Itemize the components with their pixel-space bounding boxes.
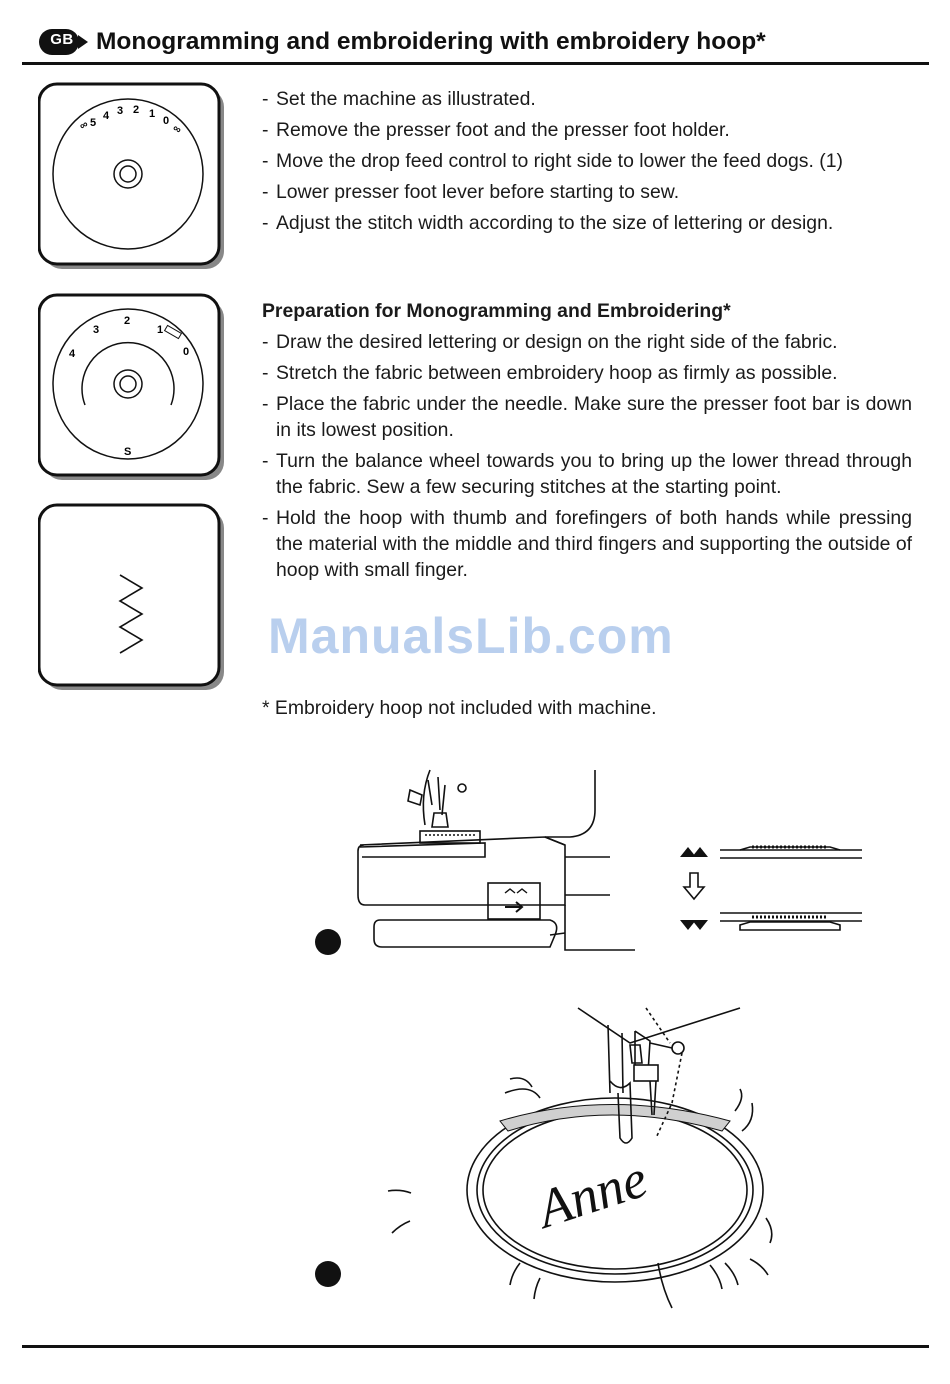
page-title: Monogramming and embroidering with embroidery hoop*	[96, 28, 766, 55]
dial-label-s: S	[124, 446, 132, 458]
footnote: * Embroidery hoop not included with machine.	[262, 697, 657, 719]
gb-language-badge	[38, 26, 90, 58]
dial-number-3: 3	[117, 105, 124, 117]
step-marker-1	[315, 929, 341, 955]
preparation-step: - Place the fabric under the needle. Make sure the presser foot bar is down in its lowest position.	[262, 393, 912, 441]
instruction-item: - Remove the presser foot and the presser foot holder.	[262, 119, 730, 141]
footer-divider	[22, 1345, 929, 1348]
embroidery-hoop-illustration	[310, 1003, 780, 1323]
svg-text:∞: ∞	[170, 122, 184, 137]
step-marker-2	[315, 1261, 341, 1287]
preparation-section	[262, 298, 912, 588]
dial-number-5: 5	[90, 117, 97, 129]
dial-number-1: 1	[157, 324, 164, 336]
hoop-lettering: Anne	[530, 1148, 655, 1240]
gb-badge-label: GB	[50, 31, 74, 48]
dial-number-4: 4	[103, 110, 110, 122]
dial-number-0: 0	[163, 115, 170, 127]
dial-number-0: 0	[183, 346, 190, 358]
dial-circle	[53, 99, 203, 249]
dial-number-1: 1	[149, 108, 156, 120]
instruction-item: - Lower presser foot lever before starting to sew.	[262, 181, 680, 203]
stitch-length-dial-panel	[38, 293, 224, 485]
instruction-item: - Set the machine as illustrated.	[262, 88, 536, 110]
preparation-step: - Turn the balance wheel towards you to bring up the lower thread through the fabric. Sew a few securing stitches at the starting point.	[262, 450, 912, 498]
instruction-item: - Move the drop feed control to right side to lower the feed dogs. (1)	[262, 150, 843, 172]
svg-text:∞: ∞	[77, 118, 91, 133]
dial-number-3: 3	[93, 324, 100, 336]
instructions-list	[262, 86, 912, 241]
page-header	[38, 26, 766, 58]
preparation-step: - Hold the hoop with thumb and forefingers of both hands while pressing the material with the middle and third fingers and supporting the outside of hoop with small finger.	[262, 507, 912, 581]
preparation-title: Preparation for Monogramming and Embroidering*	[262, 300, 731, 322]
preparation-step: - Draw the desired lettering or design on the right side of the fabric.	[262, 331, 838, 353]
zigzag-stitch-panel	[38, 503, 224, 695]
dial-number-4: 4	[69, 348, 76, 360]
watermark: ManualsLib.com	[268, 608, 674, 664]
drop-feed-illustration	[310, 765, 870, 975]
dial-number-2: 2	[133, 104, 140, 116]
dial-number-2: 2	[124, 315, 131, 327]
instruction-item: - Adjust the stitch width according to the size of lettering or design.	[262, 212, 834, 234]
pattern-dial-panel	[38, 82, 224, 274]
preparation-step: - Stretch the fabric between embroidery hoop as firmly as possible.	[262, 362, 838, 384]
header-divider	[22, 62, 929, 65]
